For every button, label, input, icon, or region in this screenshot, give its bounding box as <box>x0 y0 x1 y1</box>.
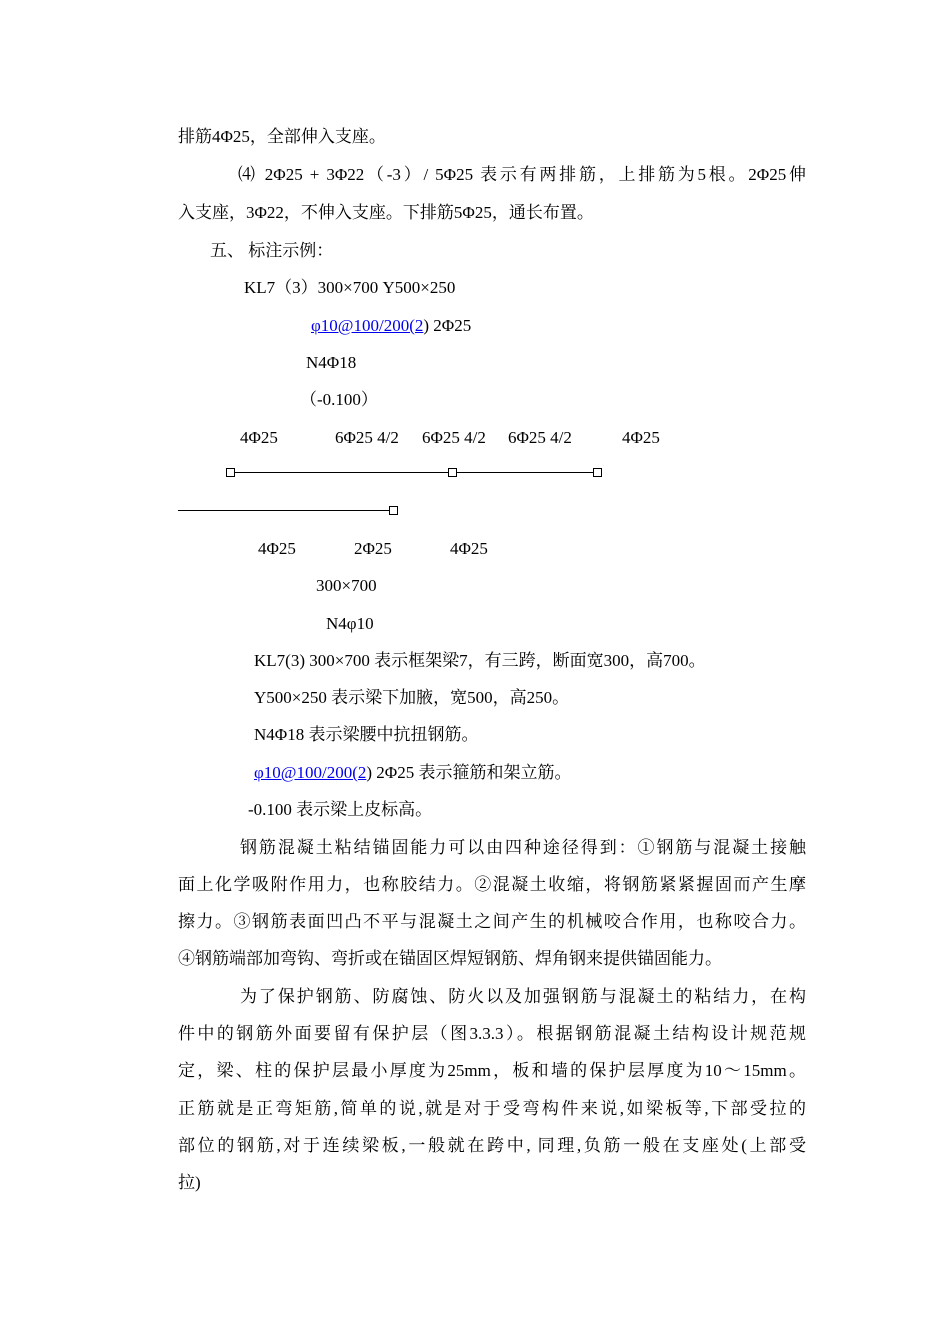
support-node <box>389 506 398 515</box>
explanation-line <box>254 762 571 784</box>
top-bar-label: 6Φ25 4/2 <box>422 428 486 447</box>
stirrup-link[interactable]: φ10@100/200(2 <box>254 763 367 782</box>
support-node <box>448 468 457 477</box>
explanation-line: N4Φ18 表示梁腰中抗扭钢筋。 <box>254 725 479 744</box>
explanation-line: KL7(3) 300×700 表示框架梁7，有三跨，断面宽300，高700。 <box>254 651 706 670</box>
stirrup-link[interactable]: φ10@100/200(2 <box>311 316 424 335</box>
stirrup-annotation <box>311 315 471 337</box>
paragraph-line: 正筋就是正弯矩筋,简单的说,就是对于受弯构件来说,如梁板等,下部受拉的 <box>178 1099 806 1118</box>
beam-label: KL7（3）300×700 Y500×250 <box>244 278 456 297</box>
paragraph-line: 定，梁、柱的保护层最小厚度为25mm，板和墙的保护层厚度为10～15mm。 <box>178 1061 806 1080</box>
paragraph-line: 擦力。③钢筋表面凹凸不平与混凝土之间产生的机械咬合作用，也称咬合力。 <box>178 912 806 931</box>
side-bars: N4φ10 <box>326 614 374 633</box>
paragraph-line: ④钢筋端部加弯钩、弯折或在锚固区焊短钢筋、焊角钢来提供锚固能力。 <box>178 949 722 968</box>
paragraph-line: 排筋4Φ25，全部伸入支座。 <box>178 127 386 146</box>
paragraph-line: 面上化学吸附作用力，也称胶结力。②混凝土收缩，将钢筋紧紧握固而产生摩 <box>178 875 806 894</box>
beam-line <box>178 510 389 511</box>
support-node <box>593 468 602 477</box>
paragraph-line: 钢筋混凝土粘结锚固能力可以由四种途径得到：①钢筋与混凝土接触 <box>240 838 806 857</box>
section-size: 300×700 <box>316 576 377 595</box>
stirrup-rest: ) 2Φ25 <box>423 316 472 335</box>
explanation-rest: ) 2Φ25 表示箍筋和架立筋。 <box>366 763 572 782</box>
explanation-line: Y500×250 表示梁下加腋，宽500，高250。 <box>254 688 570 707</box>
paragraph-line: ⑷ 2Φ25 + 3Φ22（-3）/ 5Φ25 表示有两排筋，上排筋为5根。2Φ25伸 <box>238 165 806 184</box>
paragraph-line: 拉) <box>178 1173 201 1192</box>
beam-line <box>457 472 593 473</box>
bottom-bar-label: 4Φ25 <box>258 539 296 558</box>
paragraph-line: 入支座，3Φ22，不伸入支座。下排筋5Φ25，通长布置。 <box>178 203 594 222</box>
paragraph-line: 为了保护钢筋、防腐蚀、防火以及加强钢筋与混凝土的粘结力，在构 <box>240 987 806 1006</box>
bottom-bar-label: 4Φ25 <box>450 539 488 558</box>
support-node <box>226 468 235 477</box>
top-bar-label: 4Φ25 <box>622 428 660 447</box>
top-bar-label: 6Φ25 4/2 <box>508 428 572 447</box>
bottom-bar-label: 2Φ25 <box>354 539 392 558</box>
section-heading: 五、 标注示例： <box>210 241 334 260</box>
explanation-line: -0.100 表示梁上皮标高。 <box>248 800 433 819</box>
elevation-label: （-0.100） <box>300 390 378 409</box>
paragraph-line: 件中的钢筋外面要留有保护层（图3.3.3）。根据钢筋混凝土结构设计规范规 <box>178 1024 806 1043</box>
beam-line <box>235 472 448 473</box>
top-bar-label: 6Φ25 4/2 <box>335 428 399 447</box>
top-bar-label: 4Φ25 <box>240 428 278 447</box>
paragraph-line: 部位的钢筋,对于连续梁板,一般就在跨中, 同理,负筋一般在支座处(上部受 <box>178 1136 806 1155</box>
torsion-bars: N4Φ18 <box>306 353 357 372</box>
